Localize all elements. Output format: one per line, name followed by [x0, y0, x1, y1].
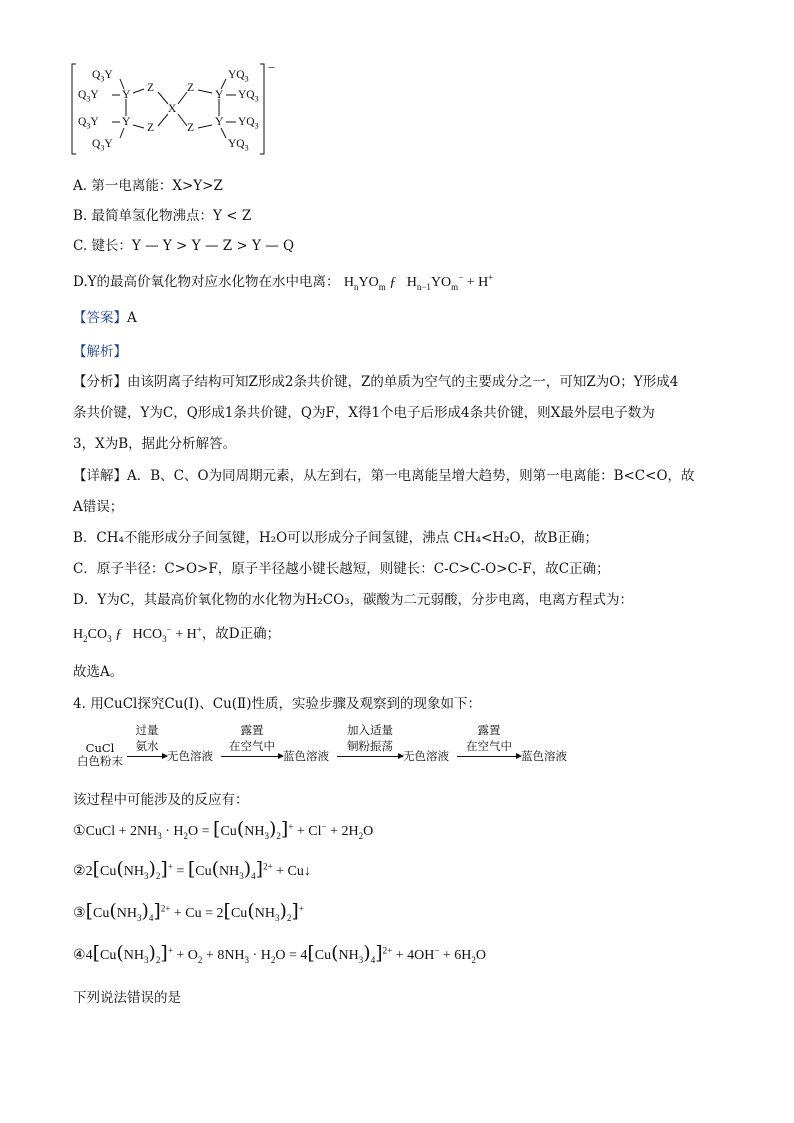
option-a: A. 第一电离能：X>Y>Z	[73, 178, 223, 194]
yq3-group: $YQ_3$	[238, 116, 259, 131]
ion-charge: −	[268, 60, 276, 75]
flow-arrow	[337, 756, 403, 757]
flow-step-4-top: 露置	[477, 723, 501, 737]
yq3-group: $YQ_3$	[238, 89, 259, 104]
flow-step-3-result: 无色溶液	[403, 749, 449, 763]
flow-step-1-bottom: 氨水	[135, 739, 159, 753]
z-atom: Z	[147, 82, 155, 94]
ionization-equation: $H_nYO_m$ ƒ $H_{n-1}YO_m^- + H^+$	[343, 272, 494, 292]
flow-arrow	[221, 756, 283, 757]
analysis-line-1: 【分析】由该阴离子结构可知Z形成2条共价键，Z的单质为空气的主要成分之一，可知Z为O；Y形成4	[73, 374, 679, 390]
reaction-2: $②2[Cu(NH_3)_2]^+ = [Cu(NH_3)_4]^{2+}$ + Cu↓	[73, 858, 311, 881]
flow-step-2-bottom: 在空气中	[229, 739, 275, 753]
q3y-group: $Q_3Y$	[78, 89, 99, 104]
flow-step-4-bottom: 在空气中	[466, 739, 512, 753]
z-atom: Z	[187, 122, 195, 134]
reaction-1: ①CuCl + $2NH_3 \cdot H_2O = [Cu(NH_3)_2]^+ + Cl^- + 2H_2O$	[73, 818, 374, 841]
answer-line	[73, 306, 137, 326]
yq3-group: $YQ_3$	[228, 69, 249, 84]
detail-line-6: $H_2CO_3$ ƒ $HCO_3^- + H^+$，故D正确；	[73, 624, 281, 644]
analysis-tag: 【解析】	[73, 344, 127, 360]
option-c: C. 键长：Y — Y > Y — Z > Y — Q	[73, 238, 295, 254]
flow-step-4-result: 蓝色溶液	[521, 749, 567, 763]
y-atom: Y	[215, 116, 224, 128]
flow-step-1-top: 过量	[135, 723, 159, 737]
experiment-flow	[75, 722, 595, 772]
carbonic-acid-equation: $H_2CO_3$ ƒ $HCO_3^- + H^+$	[73, 624, 202, 644]
reactions-intro: 该过程中可能涉及的反应有：	[73, 792, 249, 808]
flow-step-3-bottom: 铜粉振荡	[347, 739, 393, 753]
detail-line-2: A错误；	[73, 499, 124, 515]
answer-tag: 【答案】	[73, 310, 127, 326]
y-atom: Y	[122, 89, 131, 101]
y-atom: Y	[215, 89, 224, 101]
flow-arrow	[127, 756, 167, 757]
y-atom: Y	[122, 116, 131, 128]
q3y-group: $Q_3Y$	[92, 138, 113, 153]
flow-step-2-result: 蓝色溶液	[283, 749, 329, 763]
analysis-line-3: 3，X为B，据此分析解答。	[73, 436, 237, 452]
question-4-closing: 下列说法错误的是	[73, 990, 181, 1006]
conclusion: 故选A。	[73, 664, 124, 680]
flow-start: CuCl 白色粉末	[77, 741, 123, 768]
answer-value: A	[127, 310, 137, 326]
reaction-4: $④4[Cu(NH_3)_2]^+ + O_2 + 8NH_3 \cdot H_2O = 4[Cu(NH_3)_4]^{2+} + 4OH^- + 6H_2O$	[73, 942, 487, 965]
q3y-group: $Q_3Y$	[92, 69, 113, 84]
flow-step-1-result: 无色溶液	[167, 749, 213, 763]
flow-arrow	[457, 756, 521, 757]
z-atom: Z	[147, 122, 155, 134]
detail-line-3: B．CH₄不能形成分子间氢键，H₂O可以形成分子间氢键，沸点 CH₄<H₂O，故B正确；	[73, 530, 598, 546]
detail-line-5: D．Y为C，其最高价氧化物的水化物为H₂CO₃，碳酸为二元弱酸，分步电离，电离方程式为：	[73, 592, 634, 608]
flow-step-3-top: 加入适量	[347, 723, 393, 737]
anion-structure-diagram	[70, 62, 280, 162]
question-4-stem: 4. 用CuCl探究Cu(Ⅰ)、Cu(Ⅱ)性质，实验步骤及观察到的现象如下：	[73, 696, 481, 712]
option-d: D.Y的最高价氧化物对应水化物在水中电离： $H_nYO_m$ ƒ $H_{n-1}YO_m^- + H^+$	[73, 272, 494, 292]
q3y-group: $Q_3Y$	[78, 116, 99, 131]
detail-line-4: C．原子半径：C>O>F，原子半径越小键长越短，则键长：C-C>C-O>C-F，故C正确；	[73, 561, 610, 577]
yq3-group: $YQ_3$	[228, 138, 249, 153]
z-atom: Z	[187, 82, 195, 94]
x-atom: X	[168, 103, 177, 115]
analysis-line-2: 条共价键，Y为C，Q形成1条共价键，Q为F，X得1个电子后形成4条共价键，则X最外层电子数为	[73, 405, 655, 421]
option-b: B. 最简单氢化物沸点：Y < Z	[73, 208, 252, 224]
reaction-3: $③[Cu(NH_3)_4]^{2+} + Cu = 2[Cu(NH_3)_2]^+$	[73, 900, 304, 923]
flow-step-2-top: 露置	[240, 723, 264, 737]
detail-line-1: 【详解】A．B、C、O为同周期元素，从左到右，第一电离能呈增大趋势，则第一电离能：B<C<O，故	[73, 468, 695, 484]
